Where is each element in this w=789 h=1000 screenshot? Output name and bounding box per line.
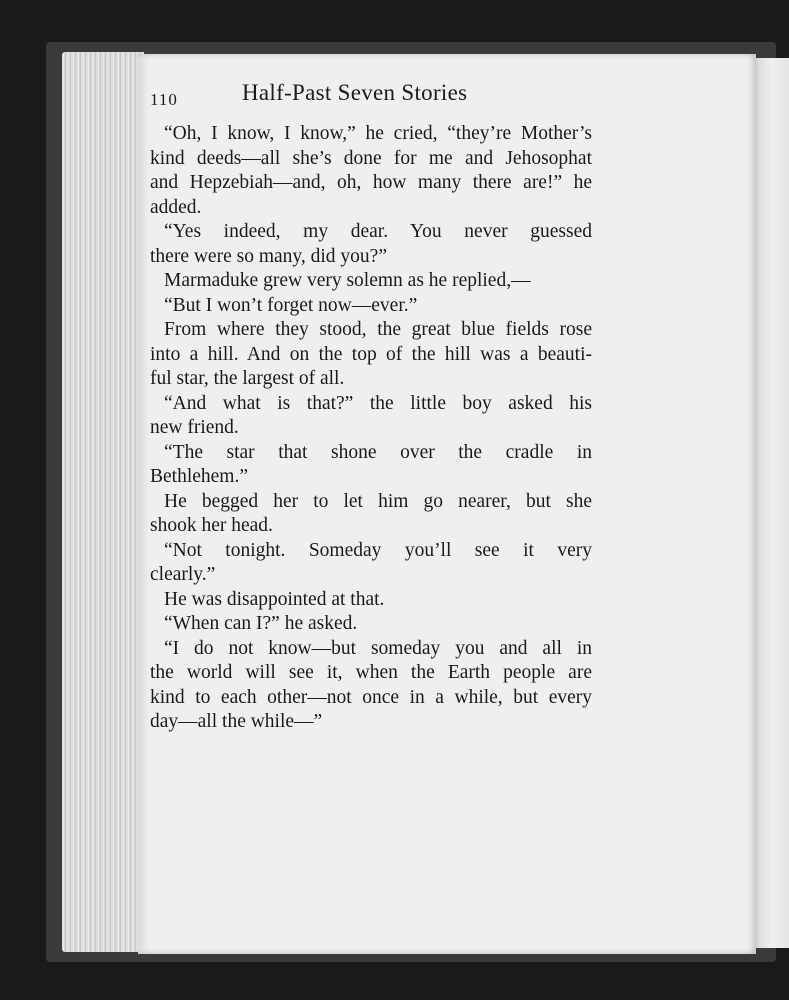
text-line: kind deeds—all she’s done for me and Jehosophat xyxy=(150,147,592,169)
text-line: “Yes indeed, my dear. You never guessed xyxy=(164,221,592,242)
text-line: kind to each other—not once in a while, but every xyxy=(150,686,592,708)
text-line: “But I won’t forget now—ever.” xyxy=(164,294,418,316)
text-line: day—all the while—” xyxy=(150,711,323,732)
text-line: “Not tonight. Someday you’ll see it very xyxy=(164,539,592,561)
body-text xyxy=(150,122,592,735)
text-line: added. xyxy=(150,196,202,218)
page-number: 110 xyxy=(150,90,178,109)
text-line: Marmaduke grew very solemn as he replied,— xyxy=(164,270,531,291)
text-line: “The star that shone over the cradle in xyxy=(164,441,592,463)
facing-page-edge xyxy=(752,58,789,948)
text-line: there were so many, did you?” xyxy=(150,245,387,267)
running-title: Half-Past Seven Stories xyxy=(242,80,468,105)
text-line: and Hepzebiah—and, oh, how many there are!” he xyxy=(150,172,592,193)
text-line: shook her head. xyxy=(150,515,273,536)
text-line: into a hill. And on the top of the hill was a beauti- xyxy=(150,343,592,365)
text-line: “When can I?” he asked. xyxy=(164,613,358,634)
page-edges xyxy=(62,52,144,952)
text-line: ful star, the largest of all. xyxy=(150,368,345,389)
text-line: clearly.” xyxy=(150,564,216,585)
text-line: new friend. xyxy=(150,417,239,438)
text-line: “I do not know—but someday you and all in xyxy=(164,637,592,659)
text-line: the world will see it, when the Earth people are xyxy=(150,662,592,683)
text-line: Bethlehem.” xyxy=(150,466,249,487)
text-line: “Oh, I know, I know,” he cried, “they’re Mother’s xyxy=(164,123,592,144)
text-line: “And what is that?” the little boy asked his xyxy=(164,392,592,414)
page-header xyxy=(150,80,610,120)
text-line: He begged her to let him go nearer, but she xyxy=(164,490,592,512)
text-line: He was disappointed at that. xyxy=(164,588,385,610)
text-line: From where they stood, the great blue fields rose xyxy=(164,319,592,340)
